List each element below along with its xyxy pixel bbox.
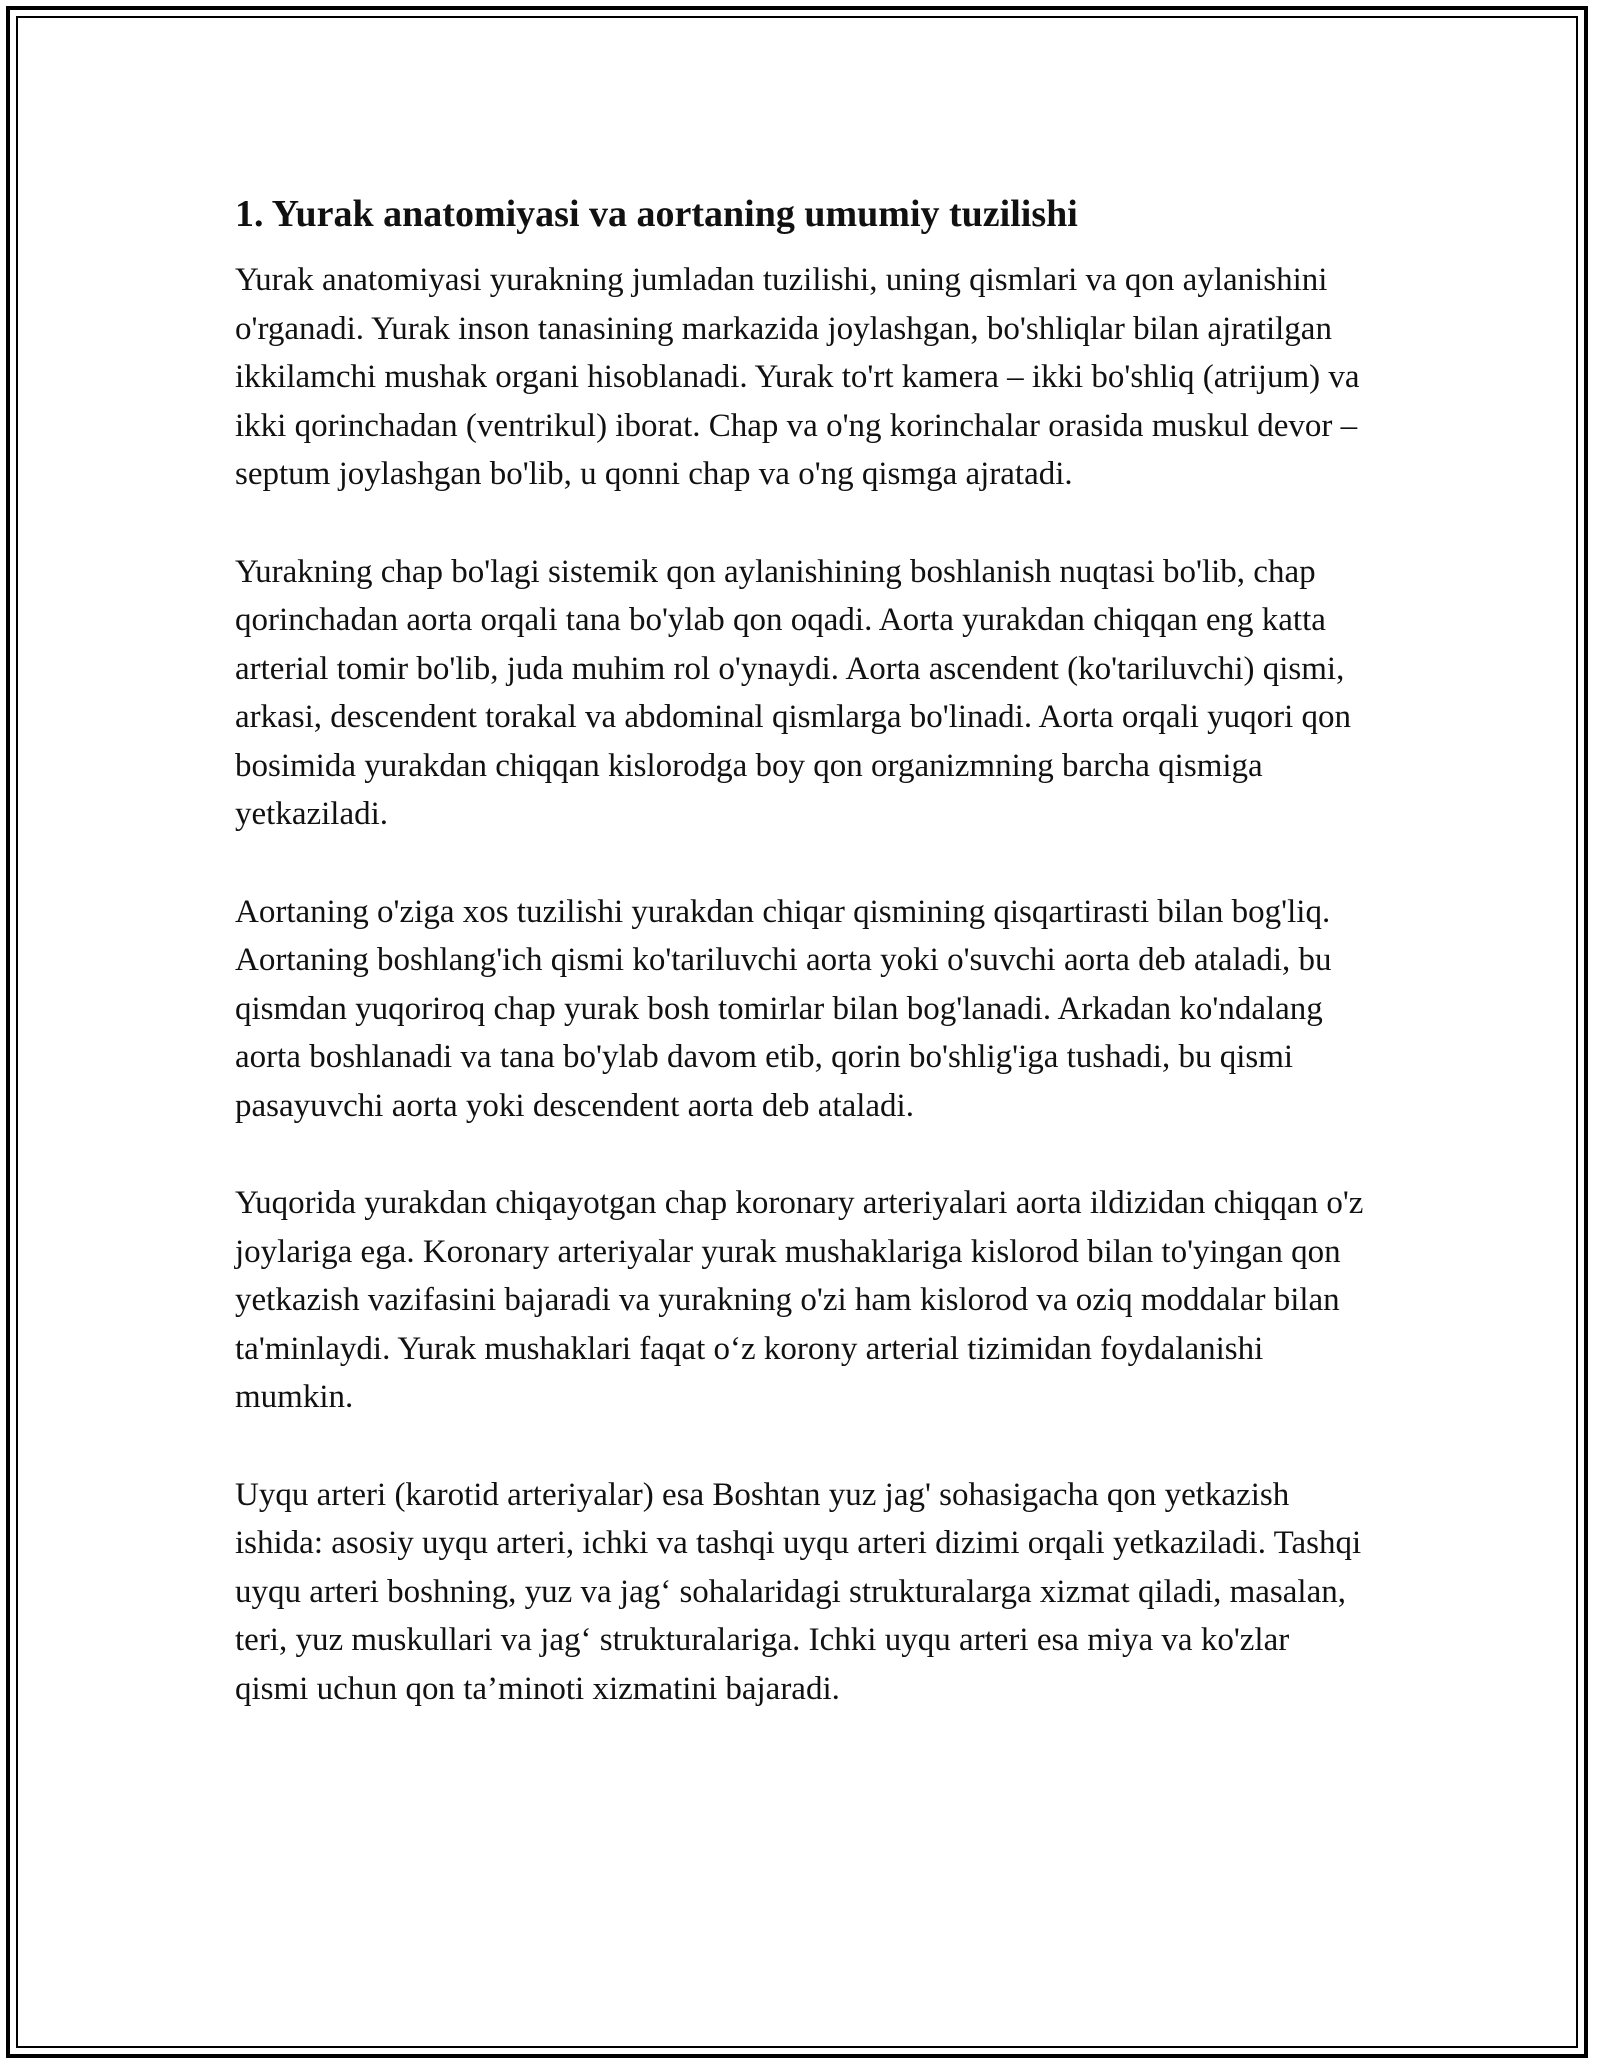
paragraph: Uyqu arteri (karotid arteriyalar) esa Boshtan yuz jag' sohasigacha qon yetkazish ishida: asosiy uyqu arteri, ichki va tashqi uyqu arteri dizimi orqali yetkaziladi. Tashqi uyqu arteri boshning, yuz va jag‘ sohalaridagi strukturalarga xizmat qiladi, masalan, teri, yuz muskullari va jag‘ strukturalariga. Ichki uyqu arteri esa miya va ko'zlar qismi uchun qon ta’minoti xizmatini bajaradi. bbox=[235, 1476, 1362, 1707]
section-heading: 1. Yurak anatomiyasi va aortaning umumiy tuzilishi bbox=[235, 193, 1078, 235]
paragraph: Yuqorida yurakdan chiqayotgan chap koronary arteriyalari aorta ildizidan chiqqan o'z joylariga ega. Koronary arteriyalar yurak mushaklariga kislorod bilan to'yingan qon yetkazish vazifasini bajaradi va yurakning o'zi ham kislorod va oziq moddalar bilan ta'minlaydi. Yurak mushaklari faqat o‘z korony arterial tizimidan foydalanishi mumkin. bbox=[235, 1185, 1364, 1415]
document-body bbox=[235, 186, 1370, 1762]
paragraph: Yurakning chap bo'lagi sistemik qon aylanishining boshlanish nuqtasi bo'lib, chap qorinchadan aorta orqali tana bo'ylab qon oqadi. Aorta yurakdan chiqqan eng katta arterial tomir bo'lib, juda muhim rol o'ynaydi. Aorta ascendent (ko'tariluvchi) qismi, arkasi, descendent torakal va abdominal qismlarga bo'linadi. Aorta orqali yuqori qon bosimida yurakdan chiqqan kislorodga boy qon organizmning barcha qismiga yetkaziladi. bbox=[235, 553, 1352, 832]
paragraph: Aortaning o'ziga xos tuzilishi yurakdan chiqar qismining qisqartirasti bilan bog'liq. Aortaning boshlang'ich qismi ko'tariluvchi aorta yoki o'suvchi aorta deb ataladi, bu qismdan yuqoriroq chap yurak bosh tomirlar bilan bog'lanadi. Arkadan ko'ndalang aorta boshlanadi va tana bo'ylab davom etib, qorin bo'shlig'iga tushadi, bu qismi pasayuvchi aorta yoki descendent aorta deb ataladi. bbox=[235, 893, 1332, 1124]
paragraph: Yurak anatomiyasi yurakning jumladan tuzilishi, uning qismlari va qon aylanishini o'rganadi. Yurak inson tanasining markazida joylashgan, bo'shliqlar bilan ajratilgan ikkilamchi mushak organi hisoblanadi. Yurak to'rt kamera – ikki bo'shliq (atrijum) va ikki qorinchadan (ventrikul) iborat. Chap va o'ng korinchalar orasida muskul devor – septum joylashgan bo'lib, u qonni chap va o'ng qismga ajratadi. bbox=[235, 262, 1360, 492]
